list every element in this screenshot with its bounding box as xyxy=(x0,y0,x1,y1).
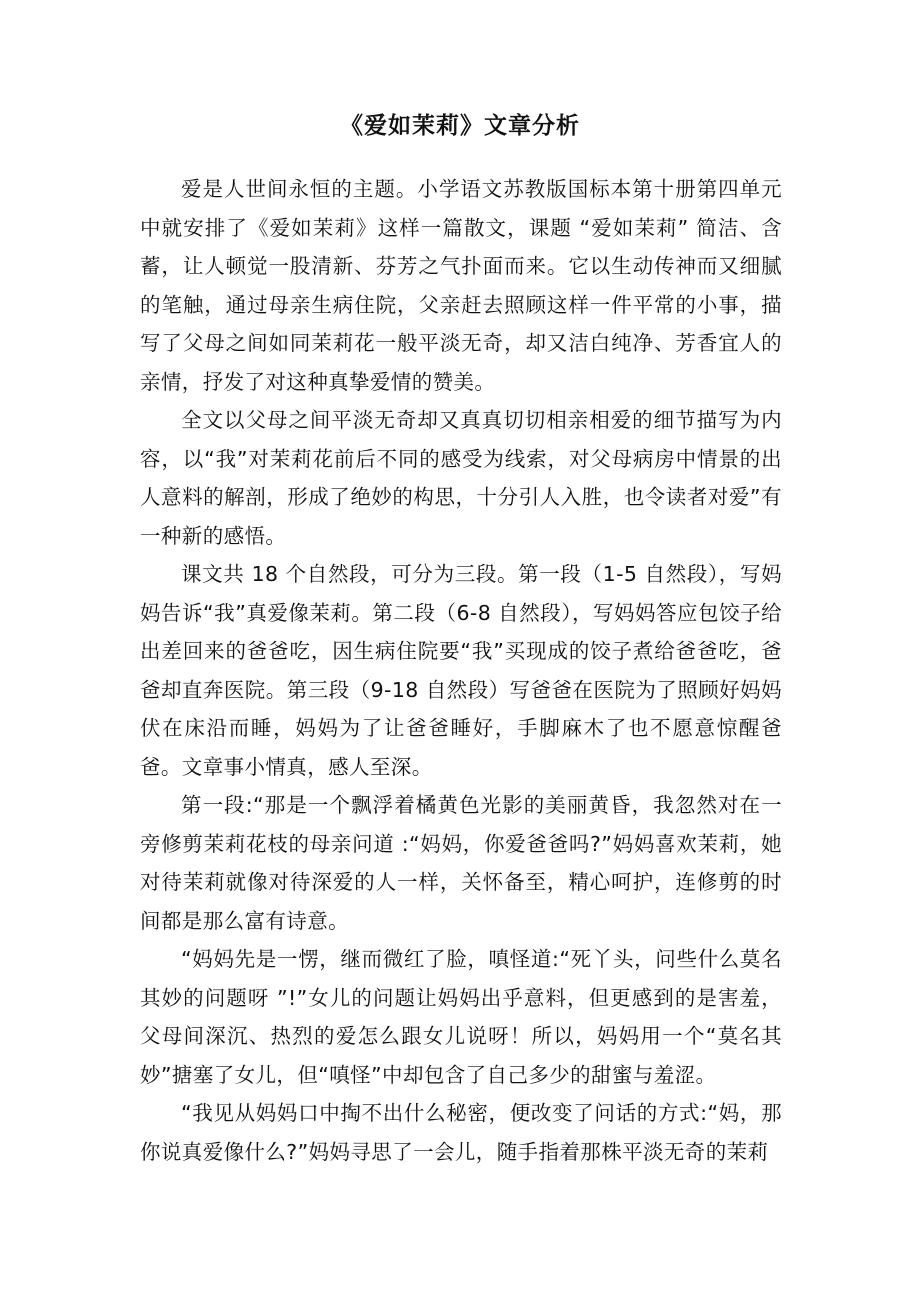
paragraph-2: 全文以父母之间平淡无奇却又真真切切相亲相爱的细节描写为内容，以“我”对茉莉花前后不同的感受为线索，对父母病房中情景的出人意料的解剖，形成了绝妙的构思，十分引人入胜，也令读者对爱”有一种新的感悟。 xyxy=(140,408,782,548)
paragraph-5: “妈妈先是一愣，继而微红了脸，嗔怪道:“死丫头，问些什么莫名其妙的问题呀 ”!”女儿的问题让妈妈出乎意料，但更感到的是害羞，父母间深沉、热烈的爱怎么跟女儿说呀！所以，妈妈用一个“莫名其妙”搪塞了女儿，但“嗔怪”中却包含了自己多少的甜蜜与羞涩。 xyxy=(140,947,782,1087)
paragraph-6: “我见从妈妈口中掏不出什么秘密，便改变了问话的方式:“妈，那你说真爱像什么?”妈妈寻思了一会儿，随手指着那株平淡无奇的茉莉 xyxy=(140,1101,782,1164)
document-title: 《爱如茉莉》文章分析 xyxy=(340,113,580,139)
paragraph-3: 课文共 18 个自然段，可分为三段。第一段（1-5 自然段），写妈妈告诉“我”真爱像茉莉。第二段（6-8 自然段），写妈妈答应包饺子给出差回来的爸爸吃，因生病住院要“我”买现成的饺子煮给爸爸吃，爸爸却直奔医院。第三段（9-18 自然段）写爸爸在医院为了照顾好妈妈伏在床沿而睡，妈妈为了让爸爸睡好，手脚麻木了也不愿意惊醒爸爸。文章事小情真，感人至深。 xyxy=(140,562,782,779)
paragraph-4: 第一段:“那是一个飘浮着橘黄色光影的美丽黄昏，我忽然对在一旁修剪茉莉花枝的母亲问道 :“妈妈，你爱爸爸吗?”妈妈喜欢茉莉，她对待茉莉就像对待深爱的人一样，关怀备至，精心呵护，连修剪的时间都是那么富有诗意。 xyxy=(140,793,782,933)
document-body xyxy=(140,170,782,1171)
paragraph-1: 爱是人世间永恒的主题。小学语文苏教版国标本第十册第四单元中就安排了《爱如茉莉》这样一篇散文，课题 “爱如茉莉” 简洁、含蓄，让人顿觉一股清新、芬芳之气扑面而来。它以生动传神而又细腻的笔触，通过母亲生病住院，父亲赶去照顾这样一件平常的小事，描写了父母之间如同茉莉花一般平淡无奇，却又洁白纯净、芳香宜人的亲情，抒发了对这种真挚爱情的赞美。 xyxy=(140,177,782,394)
